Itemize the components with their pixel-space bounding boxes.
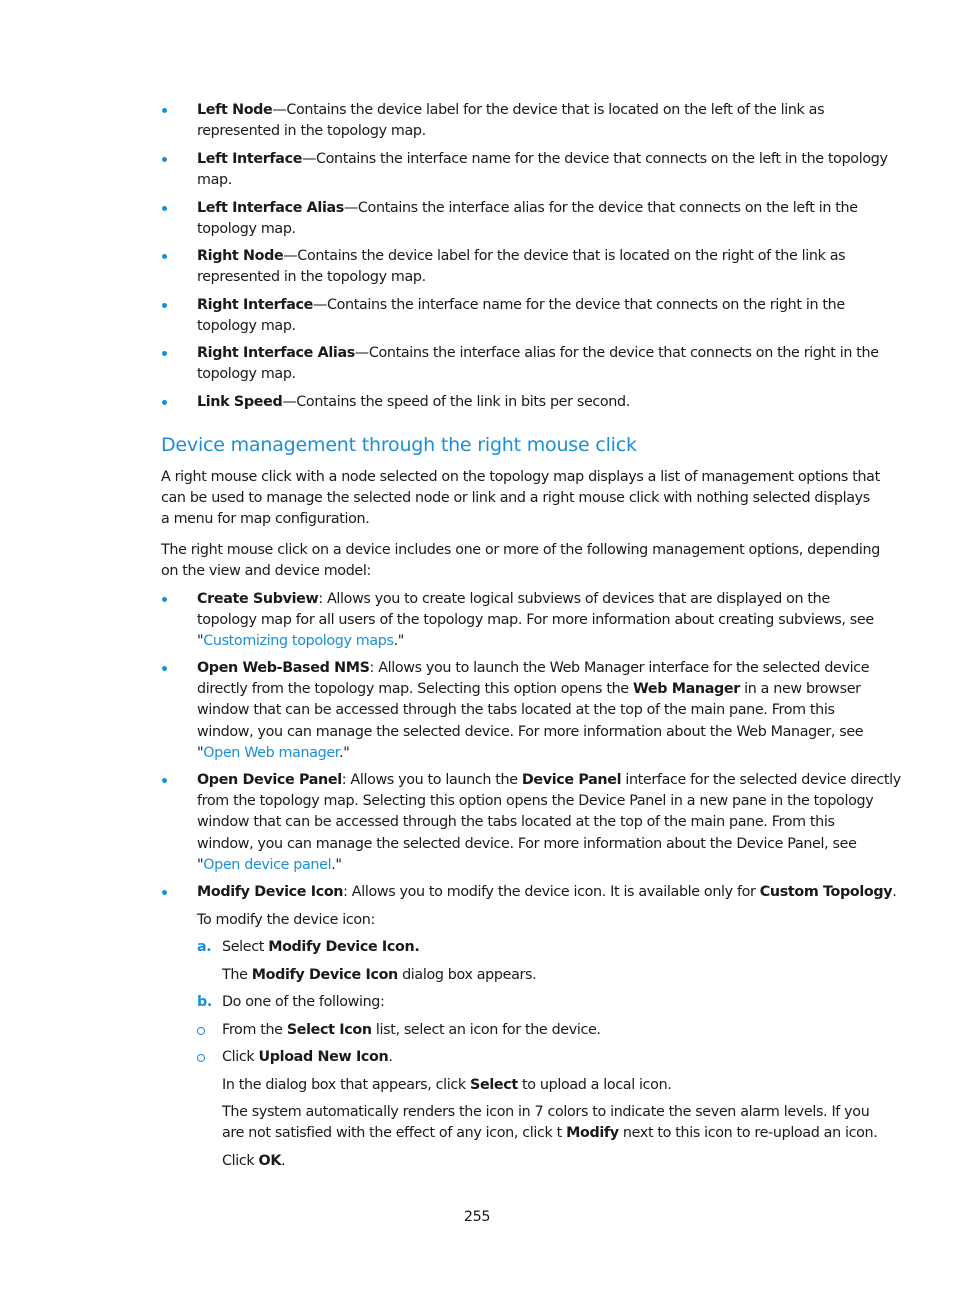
final-step: Click OK. [222, 1153, 286, 1169]
upload-detail-render: The system automatically renders the icon in 7 colors to indicate the seven alarm levels. If you are not satisfied with the effect of any icon, click t Modify next to this icon to re-upload an icon. [222, 1104, 878, 1142]
option-create-subview: Create Subview: Allows you to create logical subviews of devices that are displayed on the topology map for all users of the topology map. For more information about creating subviews, see "Customizing topology maps." [197, 591, 874, 650]
field-term: Right Interface [197, 297, 314, 313]
bullet-icon [162, 597, 167, 602]
bullet-icon [162, 400, 167, 405]
bullet-icon [162, 206, 167, 211]
step-a: Select Modify Device Icon. [222, 939, 420, 955]
option-term: Create Subview [197, 591, 319, 607]
field-right-interface: Right Interface—Contains the interface name for the device that connects on the right in the topology map. [197, 297, 845, 335]
bullet-icon [162, 666, 167, 671]
options-intro: The right mouse click on a device includes one or more of the following management options, depending on the view and device model: [161, 542, 880, 580]
bullet-icon [162, 108, 167, 113]
page-number: 255 [463, 1209, 491, 1225]
bold-term: Web Manager [632, 681, 740, 698]
sub-bullet-icon [197, 1054, 205, 1062]
field-term: Left Interface Alias [197, 200, 344, 216]
step-a-result: The Modify Device Icon dialog box appears. [222, 967, 537, 983]
link-open-device-panel[interactable]: Open device panel [203, 856, 332, 873]
bold-term: Device Panel [521, 772, 622, 788]
option-term: Open Web-Based NMS [197, 660, 370, 676]
field-term: Right Node [197, 248, 284, 264]
option-term: Modify Device Icon [197, 884, 344, 900]
field-desc-line1: —Contains the device label for the device that is located on the left of the link as [272, 102, 825, 118]
option-open-device-panel: Open Device Panel: Allows you to launch the Device Panel interface for the selected device directly from the topology map. Selecting this option opens the Device Panel in a new pane in the topology window that can be accessed through the tabs located at the top of the main pane. From this window, you can manage the selected device. For more information about the Device Panel, see "Open device panel." [197, 772, 901, 873]
option-open-web-nms: Open Web-Based NMS: Allows you to launch the Web Manager interface for the selected device directly from the topology map. Selecting this option opens the Web Manager in a new browser window that can be accessed through the tabs located at the top of the main pane. From this window, you can manage the selected device. For more information about the Web Manager, see "Open Web manager." [197, 660, 870, 761]
sub-option-upload-icon: Click Upload New Icon. [222, 1049, 393, 1065]
option-modify-device-icon: Modify Device Icon: Allows you to modify the device icon. It is available only for Custom Topology. [197, 884, 897, 900]
bullet-icon [162, 157, 167, 162]
sub-bullet-icon [197, 1027, 205, 1035]
field-term: Right Interface Alias [197, 345, 355, 361]
bullet-icon [162, 351, 167, 356]
sub-option-select-icon: From the Select Icon list, select an icon for the device. [222, 1022, 601, 1038]
procedure-intro: To modify the device icon: [197, 912, 375, 928]
field-term: Left Node [197, 102, 273, 118]
step-letter-a: a. [197, 939, 212, 955]
bold-term: Custom Topology [759, 884, 893, 900]
link-open-web-manager[interactable]: Open Web manager [203, 744, 340, 761]
field-left-interface-alias: Left Interface Alias—Contains the interface alias for the device that connects on the left in the topology map. [197, 200, 858, 238]
bullet-icon [162, 890, 167, 895]
field-link-speed [197, 392, 630, 413]
bullet-icon [162, 303, 167, 308]
field-desc: —Contains the speed of the link in bits per second. [282, 394, 630, 410]
upload-detail-select: In the dialog box that appears, click Select to upload a local icon. [222, 1077, 672, 1093]
field-right-interface-alias: Right Interface Alias—Contains the interface alias for the device that connects on the right in the topology map. [197, 345, 879, 383]
option-term: Open Device Panel [197, 772, 342, 788]
field-left-node [197, 100, 824, 142]
section-heading: Device management through the right mouse click [161, 434, 637, 456]
field-right-node: Right Node—Contains the device label for the device that is located on the right of the link as represented in the topology map. [197, 248, 846, 286]
step-b: Do one of the following: [222, 994, 385, 1010]
bullet-icon [162, 778, 167, 783]
section-intro: A right mouse click with a node selected on the topology map displays a list of management options that can be used to manage the selected node or link and a right mouse click with nothing selected displays a menu for map configuration. [161, 469, 880, 528]
field-term: Link Speed [197, 394, 283, 410]
link-customizing-topology-maps[interactable]: Customizing topology maps [203, 633, 394, 650]
step-letter-b: b. [197, 994, 212, 1010]
field-term: Left Interface [197, 151, 303, 167]
bullet-icon [162, 254, 167, 259]
field-desc-line2: represented in the topology map. [197, 123, 426, 140]
field-left-interface: Left Interface—Contains the interface name for the device that connects on the left in the topology map. [197, 151, 888, 189]
